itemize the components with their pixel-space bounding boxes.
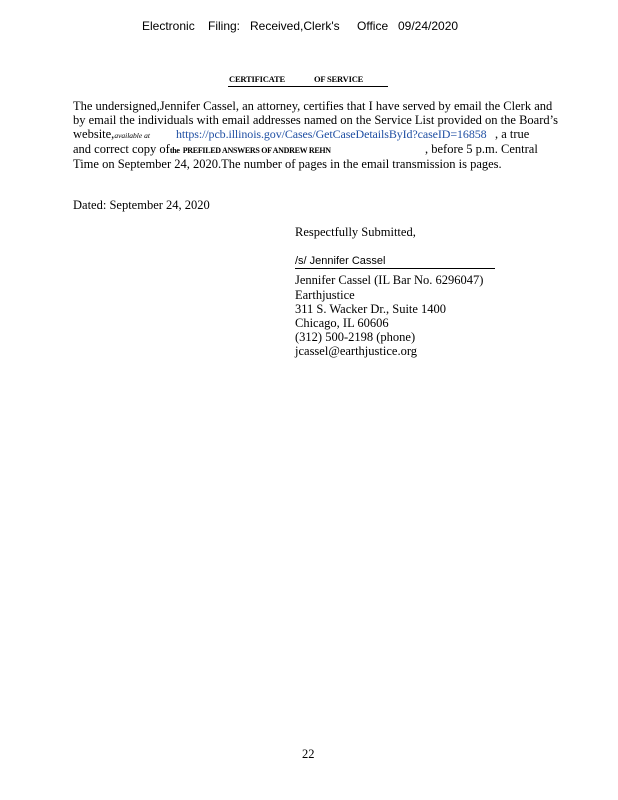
address-line-2: Chicago, IL 60606 — [295, 316, 389, 330]
correct-copy-text: and correct copy of — [73, 142, 170, 156]
available-at-text: available at — [114, 131, 150, 140]
the-text: the — [169, 146, 180, 155]
header-filing: Filing: — [208, 19, 241, 33]
dated-line: Dated: September 24, 2020 — [73, 198, 210, 212]
signature-underline — [295, 268, 495, 269]
phone: (312) 500-2198 (phone) — [295, 330, 416, 344]
signer-org: Earthjustice — [295, 288, 355, 302]
pages-text: pages. — [470, 157, 502, 171]
website-text: website, — [73, 127, 115, 141]
before-time-text: , before 5 p.m. Central — [425, 142, 538, 156]
number-of-pages-text: The number of pages — [221, 157, 328, 171]
certificate-underline — [228, 86, 388, 87]
header-electronic: Electronic — [142, 19, 195, 33]
paragraph-line-1 — [73, 99, 552, 114]
paragraph-line-3 — [73, 127, 150, 142]
certificate-title-part2: OF SERVICE — [314, 74, 364, 84]
undersigned-rest: , an attorney, certifies that I have served by email the Clerk and — [235, 99, 553, 113]
page-number: 22 — [302, 747, 315, 761]
paragraph-line-2: by email the individuals with email addresses named on the Service List provided on the Board’s — [73, 113, 558, 127]
paragraph-line-4 — [73, 142, 331, 157]
paragraph-line-5 — [73, 157, 502, 172]
transmission-text: in the email transmission is — [330, 157, 467, 171]
electronic-signature: /s/ Jennifer Cassel — [295, 255, 386, 267]
header-date: 09/24/2020 — [398, 19, 459, 33]
address-line-1: 311 S. Wacker Dr., Suite 1400 — [295, 302, 447, 316]
email: jcassel@earthjustice.org — [295, 344, 418, 358]
undersigned-text: The undersigned, — [73, 99, 160, 113]
certificate-title-part1: CERTIFICATE — [229, 74, 285, 84]
closing: Respectfully Submitted, — [295, 225, 416, 239]
header-office: Office — [357, 19, 389, 33]
header-received: Received,Clerk's — [250, 19, 340, 33]
a-true-text: , a true — [495, 127, 530, 141]
case-details-link[interactable]: https://pcb.illinois.gov/Cases/GetCaseDetailsById?caseID=16858 — [176, 127, 487, 141]
time-text: Time on September 24, 2020. — [73, 157, 222, 171]
document-title: PREFILED ANSWERS OF ANDREW REHN — [182, 146, 331, 155]
signer-name: Jennifer Cassel (IL Bar No. 6296047) — [295, 273, 484, 287]
attorney-name: Jennifer Cassel — [159, 99, 236, 113]
